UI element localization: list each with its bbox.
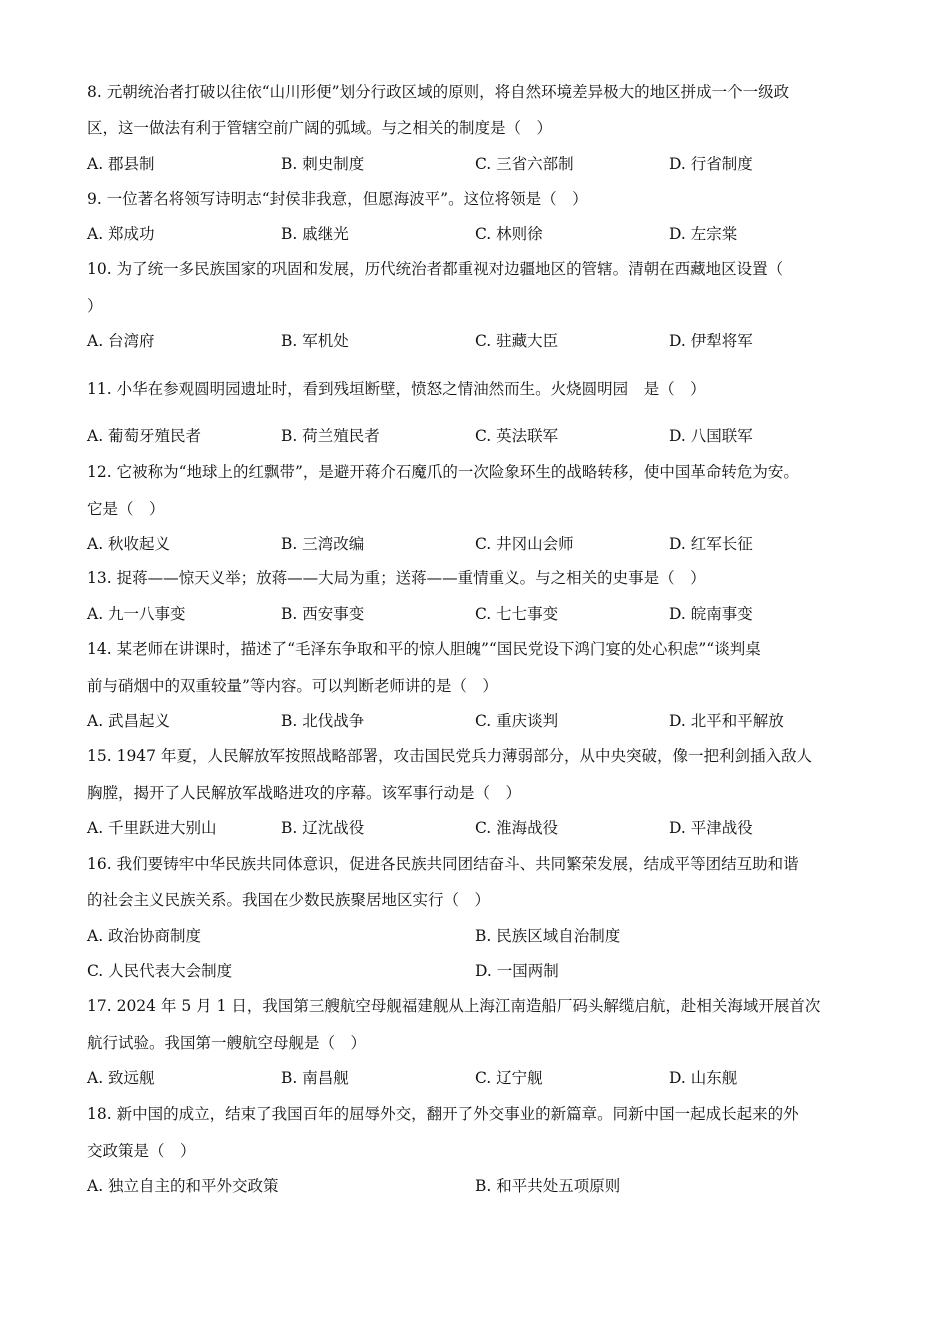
q18-option-b: B. 和平共处五项原则	[475, 1177, 621, 1195]
q10-option-a: A. 台湾府	[87, 332, 155, 350]
q8-option-b: B. 刺史制度	[281, 155, 365, 173]
q9-option-b: B. 戚继光	[281, 225, 349, 243]
q17-option-c: C. 辽宁舰	[475, 1069, 543, 1087]
q10-text-line-2: ）	[87, 297, 103, 315]
q14-option-c: C. 重庆谈判	[475, 712, 559, 730]
q8-option-a: A. 郡县制	[87, 155, 155, 173]
q12-option-b: B. 三湾改编	[281, 535, 365, 553]
q17-text-line-2: 航行试验。我国第一艘航空母舰是（ ）	[87, 1034, 367, 1052]
q12-text-line-2: 它是（ ）	[87, 500, 165, 518]
q8-text-line-1: 8. 元朝统治者打破以往依“山川形便”划分行政区域的原则，将自然环境差异极大的地区拼成一个一级政	[87, 83, 790, 101]
q12-option-a: A. 秋收起义	[87, 535, 171, 553]
q17-option-b: B. 南昌舰	[281, 1069, 349, 1087]
q9-text-line-1: 9. 一位著名将领写诗明志“封侯非我意，但愿海波平”。这位将领是（ ）	[87, 190, 588, 208]
q11-option-a: A. 葡萄牙殖民者	[87, 427, 202, 445]
q8-option-c: C. 三省六部制	[475, 155, 574, 173]
q9-option-c: C. 林则徐	[475, 225, 543, 243]
q10-option-d: D. 伊犁将军	[669, 332, 753, 350]
q16-option-c: C. 人民代表大会制度	[87, 962, 233, 980]
q15-option-b: B. 辽沈战役	[281, 819, 365, 837]
q9-option-a: A. 郑成功	[87, 225, 155, 243]
q8-text-line-2: 区，这一做法有利于管辖空前广阔的弧域。与之相关的制度是（ ）	[87, 119, 553, 137]
q14-option-b: B. 北伐战争	[281, 712, 365, 730]
q16-text-line-2: 的社会主义民族关系。我国在少数民族聚居地区实行（ ）	[87, 891, 491, 909]
q16-text-line-1: 16. 我们要铸牢中华民族共同体意识，促进各民族共同团结奋斗、共同繁荣发展，结成平等团结互助和谐	[87, 855, 799, 873]
q13-text-line-1: 13. 捉蒋——惊天义举；放蒋——大局为重；送蒋——重情重义。与之相关的史事是（ ）	[87, 569, 706, 587]
q11-option-c: C. 英法联军	[475, 427, 559, 445]
q15-option-d: D. 平津战役	[669, 819, 753, 837]
q18-option-a: A. 独立自主的和平外交政策	[87, 1177, 279, 1195]
q10-option-b: B. 军机处	[281, 332, 349, 350]
q15-option-c: C. 淮海战役	[475, 819, 559, 837]
q18-text-line-1: 18. 新中国的成立，结束了我国百年的屈辱外交，翻开了外交事业的新篇章。同新中国一起成长起来的外	[87, 1105, 799, 1123]
q11-option-b: B. 荷兰殖民者	[281, 427, 380, 445]
q14-text-line-1: 14. 某老师在讲课时，描述了“毛泽东争取和平的惊人胆魄”“国民党设下鸿门宴的处心积虑”“谈判桌	[87, 640, 761, 658]
q15-option-a: A. 千里跃进大别山	[87, 819, 217, 837]
q14-text-line-2: 前与硝烟中的双重较量”等内容。可以判断老师讲的是（ ）	[87, 677, 498, 695]
q13-option-c: C. 七七事变	[475, 605, 559, 623]
q9-option-d: D. 左宗棠	[669, 225, 738, 243]
q15-text-line-1: 15. 1947 年夏，人民解放军按照战略部署，攻击国民党兵力薄弱部分，从中央突破，像一把利剑插入敌人	[87, 747, 812, 765]
q14-option-a: A. 武昌起义	[87, 712, 171, 730]
q13-option-b: B. 西安事变	[281, 605, 365, 623]
q10-option-c: C. 驻藏大臣	[475, 332, 559, 350]
q12-option-c: C. 井冈山会师	[475, 535, 574, 553]
q16-option-b: B. 民族区域自治制度	[475, 927, 621, 945]
q13-option-d: D. 皖南事变	[669, 605, 753, 623]
q15-text-line-2: 胸膛，揭开了人民解放军战略进攻的序幕。该军事行动是（ ）	[87, 784, 522, 802]
q8-option-d: D. 行省制度	[669, 155, 753, 173]
q14-option-d: D. 北平和平解放	[669, 712, 784, 730]
q11-option-d: D. 八国联军	[669, 427, 753, 445]
q17-option-d: D. 山东舰	[669, 1069, 738, 1087]
q17-text-line-1: 17. 2024 年 5 月 1 日，我国第三艘航空母舰福建舰从上海江南造船厂码头解缆启航，赴相关海域开展首次	[87, 997, 821, 1015]
q18-text-line-2: 交政策是（ ）	[87, 1142, 196, 1160]
q16-option-a: A. 政治协商制度	[87, 927, 202, 945]
q12-option-d: D. 红军长征	[669, 535, 753, 553]
q17-option-a: A. 致远舰	[87, 1069, 155, 1087]
q13-option-a: A. 九一八事变	[87, 605, 186, 623]
q10-text-line-1: 10. 为了统一多民族国家的巩固和发展，历代统治者都重视对边疆地区的管辖。清朝在西藏地区设置（	[87, 260, 784, 278]
q16-option-d: D. 一国两制	[475, 962, 559, 980]
q11-text-line-1: 11. 小华在参观圆明园遗址时，看到残垣断壁，愤怒之情油然而生。火烧圆明园 是（ ）	[87, 380, 706, 398]
q12-text-line-1: 12. 它被称为“地球上的红飘带”，是避开蒋介石魔爪的一次险象环生的战略转移，使中国革命转危为安。	[87, 463, 799, 481]
